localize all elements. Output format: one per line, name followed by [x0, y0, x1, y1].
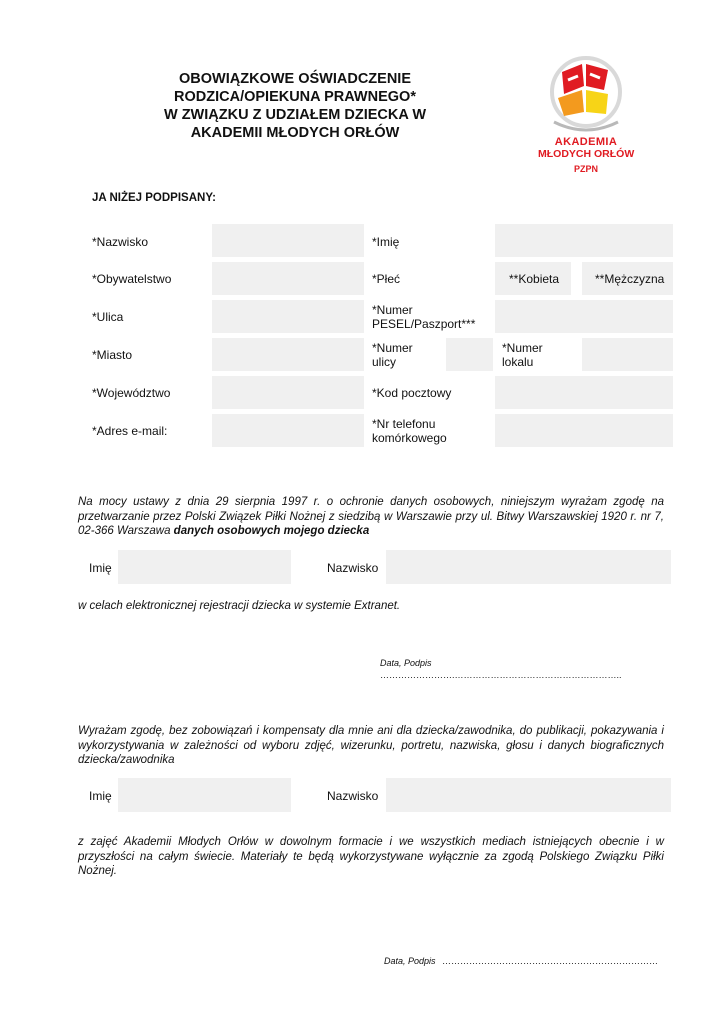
signature-line-2[interactable]: ………………………………………………………………	[442, 956, 658, 966]
surname-field[interactable]	[212, 224, 364, 257]
image-rights-consent: Wyrażam zgodę, bez zobowiązań i kompensaty dla mnie ani dla dziecka/zawodnika, do publikacji, pokazywania i wykorzystywania w zależności od wyboru zdjęć, wizerunku, portretu, nazwiska, głosu i danych biograficznych dziecka/zawodnika	[78, 725, 664, 767]
sex-label: *Płeć	[372, 272, 401, 286]
email-field[interactable]	[212, 414, 364, 447]
postal-code-label: *Kod pocztowy	[372, 386, 452, 400]
street-field[interactable]	[212, 300, 364, 333]
child-first-name-field-2[interactable]	[118, 778, 291, 812]
city-label: *Miasto	[92, 348, 133, 362]
citizenship-label: *Obywatelstwo	[92, 272, 172, 286]
child-surname-field[interactable]	[386, 550, 671, 584]
consent-text-bold: danych osobowych mojego dziecka	[173, 525, 370, 538]
child-surname-label-2: Nazwisko	[327, 789, 379, 803]
apartment-number-label: *Numer lokalu	[502, 341, 543, 369]
logo-line: PZPN	[573, 164, 598, 174]
title-line: RODZICA/OPIEKUNA PRAWNEGO*	[174, 89, 416, 105]
data-processing-consent	[78, 495, 664, 539]
phone-label: *Nr telefonu komórkowego	[372, 417, 447, 445]
citizenship-field[interactable]	[212, 262, 364, 295]
child-surname-label: Nazwisko	[327, 561, 379, 575]
title-line: AKADEMII MŁODYCH ORŁÓW	[190, 125, 400, 141]
child-first-name-field[interactable]	[118, 550, 291, 584]
child-surname-field-2[interactable]	[386, 778, 671, 812]
city-field[interactable]	[212, 338, 364, 371]
consent-text: Na mocy ustawy z dnia 29 sierpnia 1997 r. o ochronie danych osobowych, niniejszym wyrażam zgodę na przetwarzanie przez Polski Związek Piłki Nożnej z siedzibą w Warszawie przy ul. Bitwy Warszawskiej 1920 r. nr 7, 02-366 Warszawa	[78, 496, 664, 538]
email-label: *Adres e-mail:	[92, 424, 168, 438]
date-signature-label-2: Data, Podpis	[384, 956, 436, 966]
child-first-name-label-2: Imię	[89, 789, 112, 803]
voivodeship-field[interactable]	[212, 376, 364, 409]
pesel-field[interactable]	[495, 300, 673, 333]
phone-field[interactable]	[495, 414, 673, 447]
title-line: OBOWIĄZKOWE OŚWIADCZENIE	[179, 71, 411, 87]
voivodeship-label: *Województwo	[92, 386, 171, 400]
street-number-label: *Numer ulicy	[372, 341, 413, 369]
academy-emblem-icon	[538, 52, 634, 136]
street-number-field[interactable]	[446, 338, 493, 371]
surname-label: *Nazwisko	[92, 235, 149, 249]
first-name-label: *Imię	[372, 235, 400, 249]
logo-line: MŁODYCH ORŁÓW	[538, 148, 635, 160]
postal-code-field[interactable]	[495, 376, 673, 409]
apartment-number-field[interactable]	[582, 338, 673, 371]
consent-scope: z zajęć Akademii Młodych Orłów w dowolnym formacie i we wszystkich mediach istniejących obecnie i w przyszłości na całym świecie. Materiały te będą wykorzystywane wyłącznie za zgodą Polskiego Związku Piłki Nożnej.	[78, 836, 664, 878]
academy-logo	[538, 52, 634, 178]
date-signature-label: Data, Podpis	[380, 658, 432, 668]
consent-purpose: w celach elektronicznej rejestracji dziecka w systemie Extranet.	[78, 600, 401, 612]
document-title	[130, 70, 460, 142]
logo-line: AKADEMIA	[554, 136, 618, 148]
section-label: JA NIŻEJ PODPISANY:	[92, 192, 216, 204]
signature-line[interactable]: …………………….………………………………………………..	[380, 670, 622, 680]
title-line: W ZWIĄZKU Z UDZIAŁEM DZIECKA W	[163, 107, 427, 123]
child-first-name-label: Imię	[89, 561, 112, 575]
street-label: *Ulica	[92, 310, 124, 324]
female-label: **Kobieta	[509, 272, 560, 286]
male-label: **Mężczyzna	[595, 272, 665, 286]
first-name-field[interactable]	[495, 224, 673, 257]
pesel-label: *Numer PESEL/Paszport***	[372, 303, 476, 331]
